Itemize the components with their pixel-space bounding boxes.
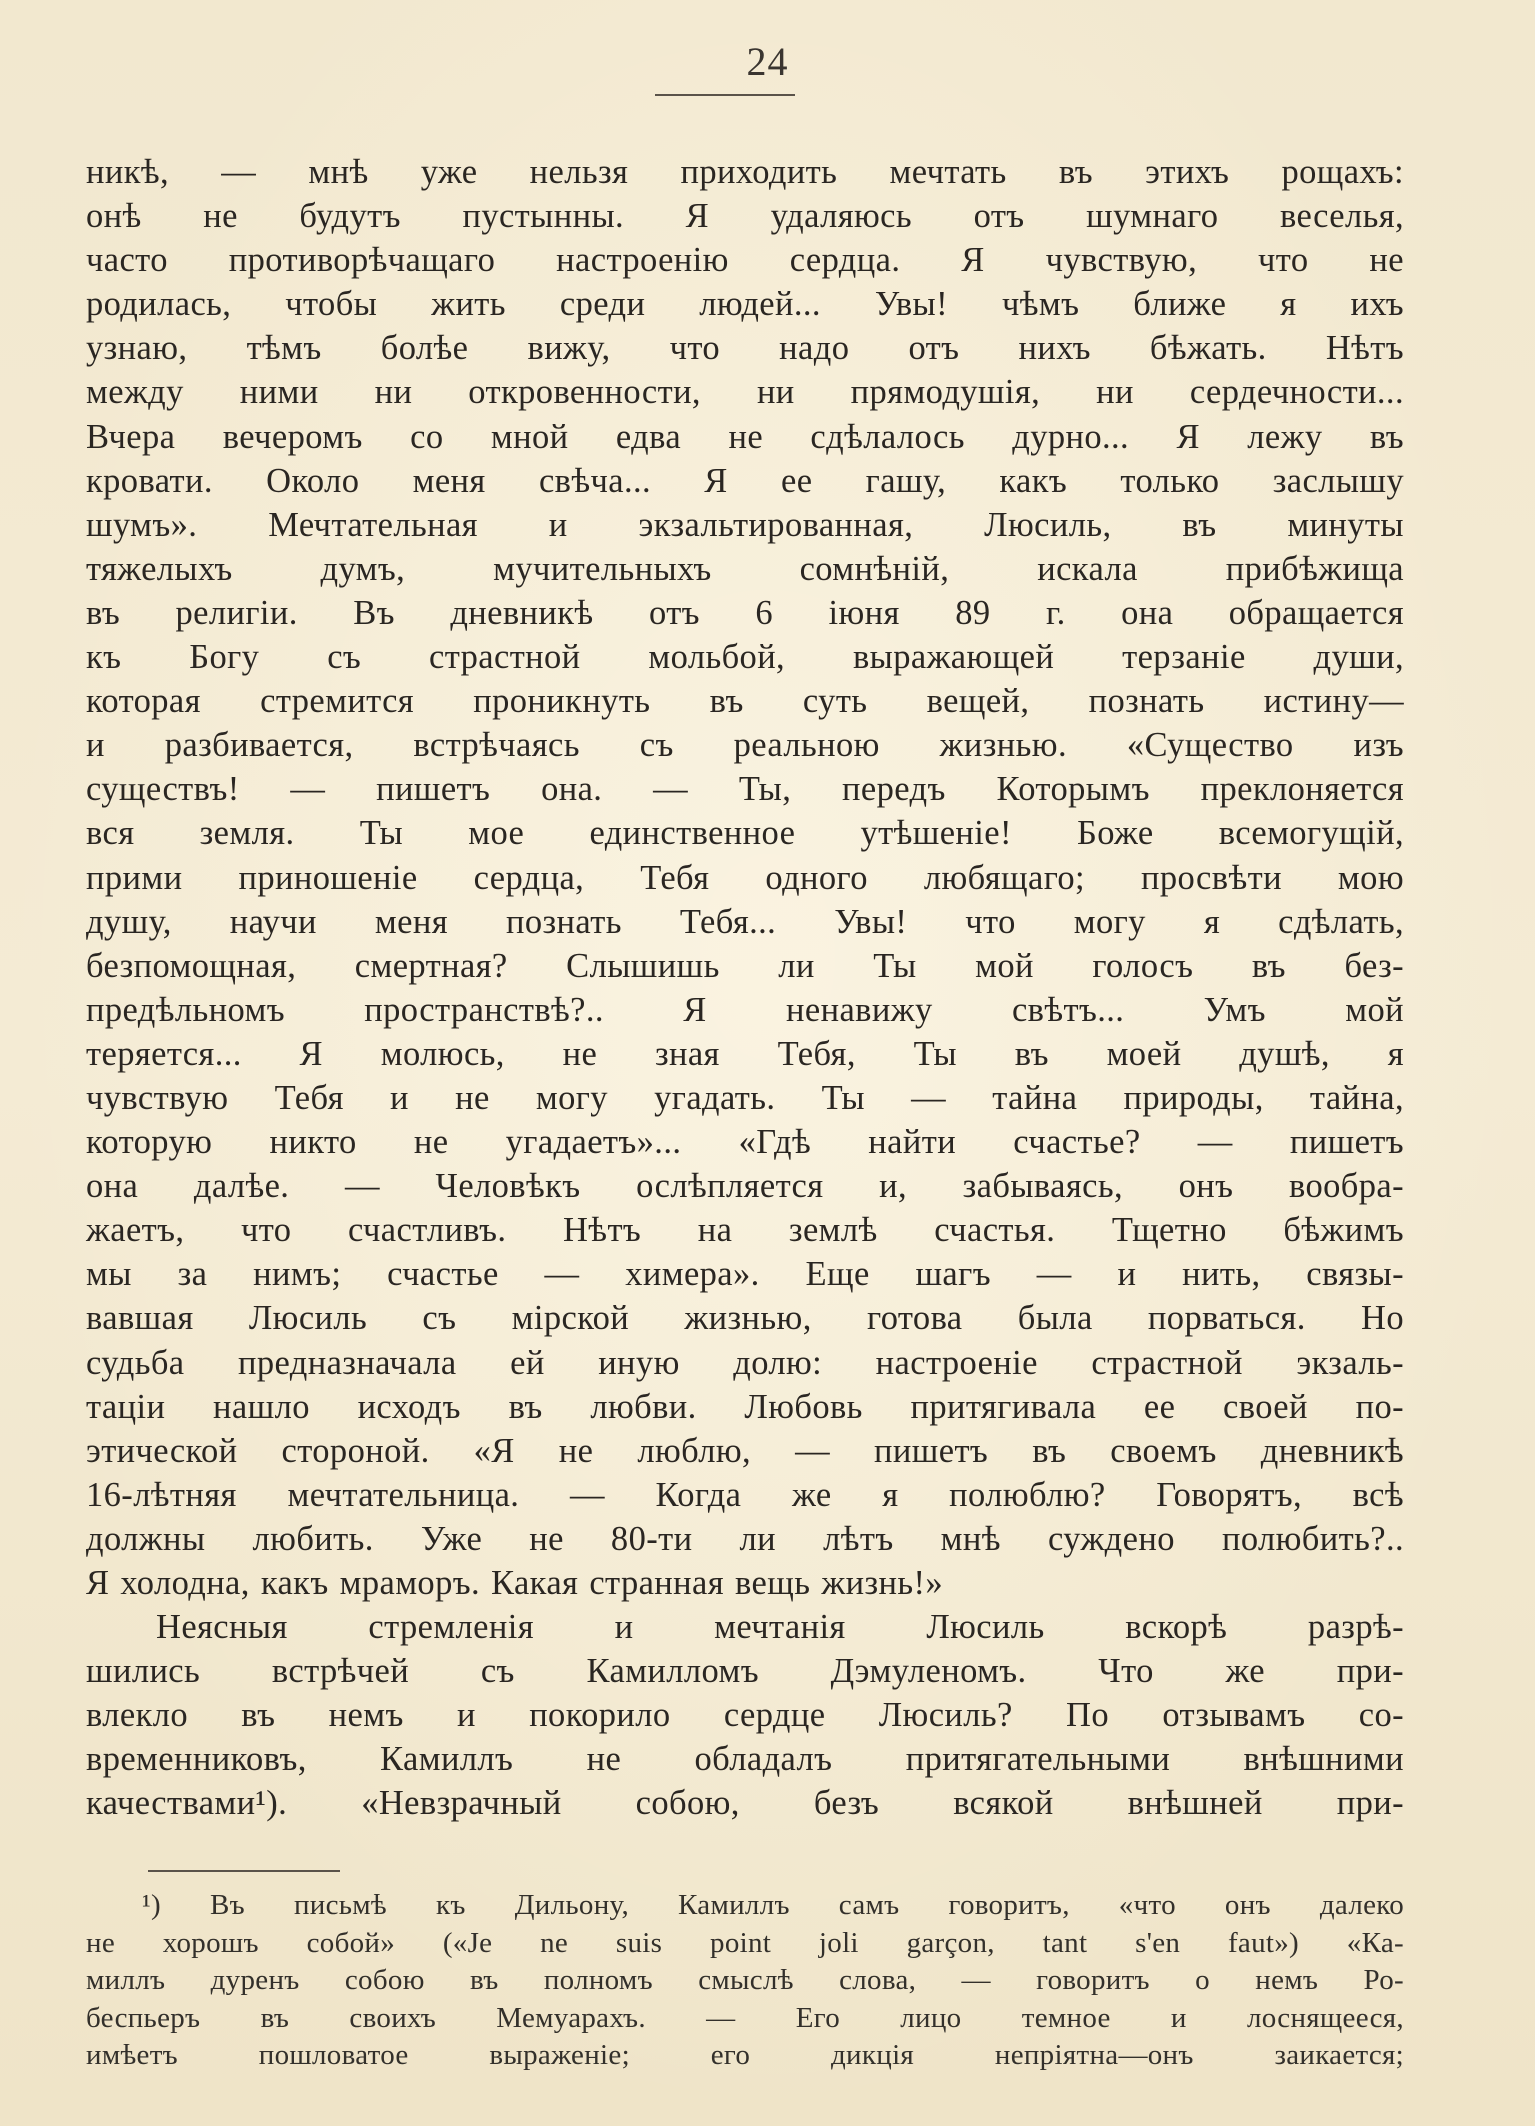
- text-line: шумъ». Мечтательная и экзальтированная, Люсиль, въ минуты: [86, 505, 1404, 544]
- text-line: вавшая Люсиль съ мірской жизнью, готова была порваться. Но: [86, 1299, 1404, 1338]
- text-line: таціи нашло исходъ въ любви. Любовь притягивала ее своей по-: [86, 1387, 1404, 1426]
- footnote-line: не хорошъ собой» («Je ne suis point joli garçon, tant s'en faut») «Ка-: [86, 1926, 1404, 1959]
- footnote-line: имѣетъ пошловатое выраженіе; его дикція непріятна—онъ заикается;: [86, 2039, 1404, 2072]
- text-line: въ религіи. Въ дневникѣ отъ 6 іюня 89 г. она обращается: [86, 593, 1404, 632]
- paragraph-end-line: Я холодна, какъ мраморъ. Какая странная вещь жизнь!»: [86, 1564, 944, 1602]
- text-line: кровати. Около меня свѣча... Я ее гашу, какъ только заслышу: [86, 461, 1404, 500]
- text-line: временниковъ, Камиллъ не обладалъ притягательными внѣшними: [86, 1740, 1404, 1779]
- text-line: мы за нимъ; счастье — химера». Еще шагъ — и нить, связы-: [86, 1255, 1404, 1294]
- footnote: [86, 1887, 1404, 2075]
- text-line: узнаю, тѣмъ болѣе вижу, что надо отъ нихъ бѣжать. Нѣтъ: [86, 329, 1404, 368]
- text-line: никѣ, — мнѣ уже нельзя приходить мечтать въ этихъ рощахъ:: [86, 153, 1404, 191]
- text-line: тяжелыхъ думъ, мучительныхъ сомнѣній, искала прибѣжища: [86, 549, 1404, 588]
- paragraph-start-line: Неясныя стремленія и мечтанія Люсиль вскорѣ разрѣ-: [156, 1608, 1404, 1647]
- footnote-line: миллъ дуренъ собою въ полномъ смыслѣ слова, — говоритъ о немъ Ро-: [86, 1964, 1404, 1997]
- text-line: чувствую Тебя и не могу угадать. Ты — тайна природы, тайна,: [86, 1078, 1404, 1117]
- footnote-line: беспьеръ въ своихъ Мемуарахъ. — Его лицо темное и лоснящееся,: [86, 2001, 1404, 2034]
- text-line: она далѣе. — Человѣкъ ослѣпляется и, забываясь, онъ вообра-: [86, 1167, 1404, 1206]
- text-line: шились встрѣчей съ Камилломъ Дэмуленомъ. Что же при-: [86, 1652, 1404, 1691]
- text-line: Вчера вечеромъ со мной едва не сдѣлалось дурно... Я лежу въ: [86, 417, 1404, 456]
- text-line: теряется... Я молюсь, не зная Тебя, Ты въ моей душѣ, я: [86, 1034, 1404, 1073]
- text-line: прими приношеніе сердца, Тебя одного любящаго; просвѣти мою: [86, 858, 1404, 897]
- text-line: безпомощная, смертная? Слышишь ли Ты мой голосъ въ без-: [86, 946, 1404, 985]
- text-line: судьба предназначала ей иную долю: настроеніе страстной экзаль-: [86, 1343, 1404, 1382]
- footnote-separator: [148, 1870, 340, 1872]
- text-line: часто противорѣчащаго настроенію сердца. Я чувствую, что не: [86, 241, 1404, 280]
- text-line: влекло въ немъ и покорило сердце Люсиль? По отзывамъ со-: [86, 1696, 1404, 1735]
- footnote-line: ¹) Въ письмѣ къ Дильону, Камиллъ самъ говоритъ, «что онъ далеко: [142, 1889, 1404, 1921]
- text-line: предѣльномъ пространствѣ?.. Я ненавижу свѣтъ... Умъ мой: [86, 990, 1404, 1029]
- page-number: 24: [746, 39, 789, 84]
- text-line: которую никто не угадаетъ»... «Гдѣ найти счастье? — пишетъ: [86, 1123, 1404, 1162]
- text-line: 16-лѣтняя мечтательница. — Когда же я полюблю? Говорятъ, всѣ: [86, 1475, 1404, 1514]
- text-line: между ними ни откровенности, ни прямодушія, ни сердечности...: [86, 373, 1404, 412]
- text-line: и разбивается, встрѣчаясь съ реальною жизнью. «Существо изъ: [86, 726, 1404, 765]
- text-line: къ Богу съ страстной мольбой, выражающей терзаніе души,: [86, 638, 1404, 677]
- text-line: качествами¹). «Невзрачный собою, безъ всякой внѣшней при-: [86, 1784, 1404, 1823]
- text-line: существъ! — пишетъ она. — Ты, передъ Которымъ преклоняется: [86, 770, 1404, 809]
- main-text: [86, 150, 1404, 1826]
- text-line: вся земля. Ты мое единственное утѣшеніе! Боже всемогущій,: [86, 814, 1404, 853]
- text-line: родилась, чтобы жить среди людей... Увы! чѣмъ ближе я ихъ: [86, 285, 1404, 324]
- text-line: жаетъ, что счастливъ. Нѣтъ на землѣ счастья. Тщетно бѣжимъ: [86, 1211, 1404, 1250]
- text-line: которая стремится проникнуть въ суть вещей, познать истину—: [86, 682, 1404, 721]
- text-line: должны любить. Уже не 80-ти ли лѣтъ мнѣ суждено полюбить?..: [86, 1519, 1404, 1558]
- text-line: этической стороной. «Я не люблю, — пишетъ въ своемъ дневникѣ: [86, 1431, 1404, 1470]
- text-line: душу, научи меня познать Тебя... Увы! что могу я сдѣлать,: [86, 902, 1404, 941]
- page-number-rule: [655, 94, 795, 96]
- text-line: онѣ не будутъ пустынны. Я удаляюсь отъ шумнаго веселья,: [86, 197, 1404, 236]
